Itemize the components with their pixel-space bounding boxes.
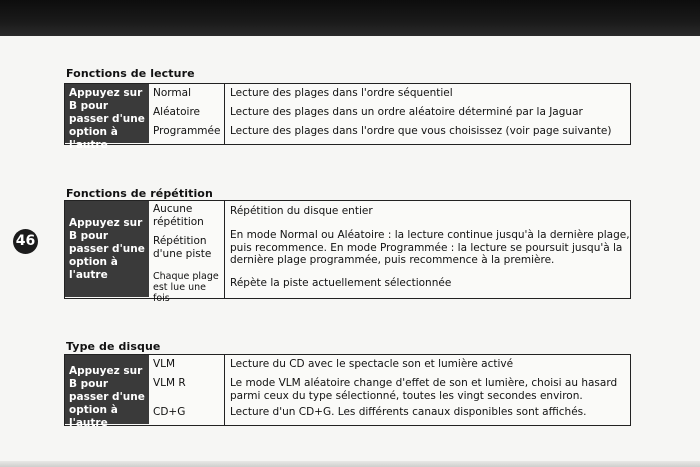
- option-vlm: VLM: [153, 358, 176, 370]
- description-vlm-r: Le mode VLM aléatoire change d'effet de son et lumière, choisi au hasard parmi ceux du type sélectionné, toutes les vingt secondes environ.: [230, 377, 618, 402]
- key-instruction: Appuyez sur B pour passer d'une option à l'autre: [65, 201, 149, 297]
- option-aleatoire: Aléatoire: [153, 106, 200, 118]
- table-repetition: [64, 200, 631, 304]
- descriptions-column: [225, 201, 630, 298]
- section-title-repetition: Fonctions de répétition: [66, 187, 213, 200]
- key-instruction: Appuyez sur B pour passer d'une option à l'autre: [65, 84, 149, 143]
- option-repetition-piste: Répétition d'une piste: [153, 235, 212, 260]
- section-title-type-disque: Type de disque: [66, 340, 161, 353]
- description-programmee: Lecture des plages dans l'ordre que vous choisissez (voir page suivante): [230, 125, 612, 137]
- description-cd-g: Lecture d'un CD+G. Les différents canaux disponibles sont affichés.: [230, 406, 587, 418]
- description-chaque-plage: Répète la piste actuellement sélectionnée: [230, 277, 452, 289]
- bottom-edge: [0, 461, 700, 467]
- key-instruction: Appuyez sur B pour passer d'une option à l'autre: [65, 355, 149, 424]
- option-programmee: Programmée: [153, 125, 221, 137]
- page-number-badge: 46: [13, 229, 38, 254]
- description-vlm: Lecture du CD avec le spectacle son et lumière activé: [230, 358, 514, 370]
- description-normal: Lecture des plages dans l'ordre séquentiel: [230, 87, 453, 99]
- description-aleatoire: Lecture des plages dans un ordre aléatoire déterminé par la Jaguar: [230, 106, 583, 118]
- options-column: [149, 201, 225, 304]
- options-column: [149, 84, 225, 144]
- section-title-lecture: Fonctions de lecture: [66, 67, 195, 80]
- option-cd-g: CD+G: [153, 406, 186, 418]
- table-lecture: [64, 83, 631, 151]
- description-repetition-piste: En mode Normal ou Aléatoire : la lecture continue jusqu'à la dernière plage, puis recommence. En mode Programmée : la lecture se poursuit jusqu'à la dernière plage programmée, puis recommence à la première.: [230, 229, 630, 266]
- option-aucune-repetition: Aucune répétition: [153, 203, 204, 228]
- table-type-disque: [64, 354, 631, 429]
- options-column: [149, 355, 225, 425]
- option-normal: Normal: [153, 87, 191, 99]
- description-aucune-repetition: Répétition du disque entier: [230, 205, 373, 217]
- top-bar: [0, 0, 700, 36]
- descriptions-column: [225, 84, 630, 144]
- descriptions-column: [225, 355, 630, 425]
- option-vlm-r: VLM R: [153, 377, 186, 389]
- option-chaque-plage: Chaque plage est lue une fois: [153, 271, 219, 304]
